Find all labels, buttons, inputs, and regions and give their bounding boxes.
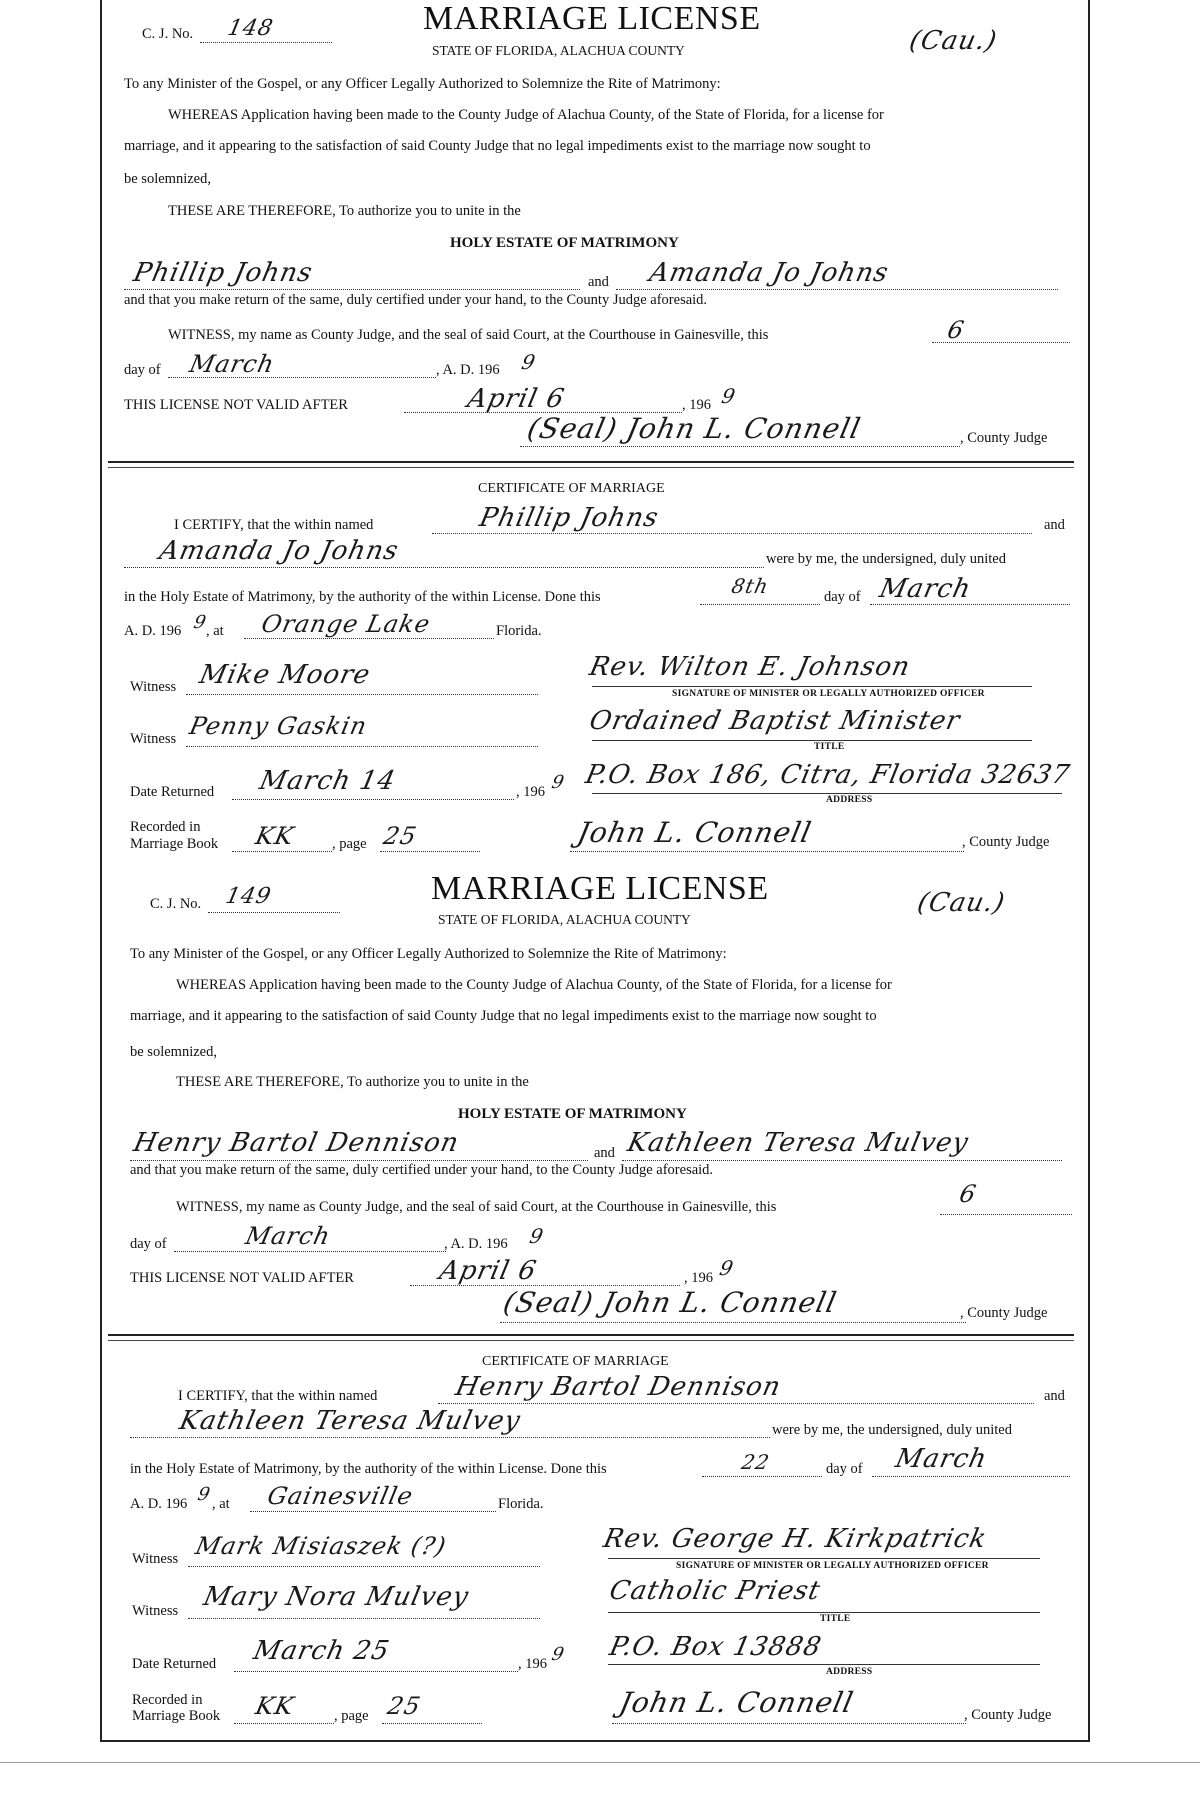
date-returned-label: Date Returned: [130, 784, 215, 800]
officer-address: P.O. Box 186, Citra, Florida 32637: [582, 760, 1073, 790]
holy-estate-heading: HOLY ESTATE OF MATRIMONY: [450, 235, 679, 251]
therefore-line: THESE ARE THEREFORE, To authorize you to unite in the: [176, 1074, 529, 1090]
recorded-label-1: Recorded in: [130, 819, 201, 835]
witness-day: 6: [945, 316, 968, 344]
title-caption: TITLE: [820, 1614, 851, 1624]
witness-line: WITNESS, my name as County Judge, and the seal of said Court, at the Courthouse in Gainesville, this: [176, 1199, 777, 1215]
whereas-line-2: marriage, and it appearing to the satisfaction of said County Judge that no legal impediments exist to the marriage now sought to: [124, 138, 871, 154]
done-month: March: [892, 1444, 991, 1474]
and-label: and: [594, 1145, 615, 1161]
officer-address: P.O. Box 13888: [606, 1632, 825, 1662]
witness-label-2: Witness: [132, 1603, 179, 1619]
license-month: March: [243, 1222, 334, 1250]
done-day: 8th: [729, 574, 772, 598]
cert-ad-label: A. D. 196: [124, 623, 182, 639]
returned-year-label: , 196: [516, 784, 545, 800]
marriage-book: KK: [253, 1692, 297, 1720]
license-year: 9: [519, 350, 539, 374]
holy-line: in the Holy Estate of Matrimony, by the authority of the within License. Done this: [124, 589, 601, 605]
holy-line: in the Holy Estate of Matrimony, by the authority of the within License. Done this: [130, 1461, 607, 1477]
not-valid-date: April 6: [436, 1256, 540, 1286]
and-label: and: [1044, 517, 1065, 533]
witness-2: Penny Gaskin: [187, 712, 370, 740]
certificate-name-1: Henry Bartol Dennison: [452, 1372, 784, 1402]
united-label: were by me, the undersigned, duly united: [772, 1422, 1012, 1438]
certificate-heading: CERTIFICATE OF MARRIAGE: [478, 481, 665, 496]
officer-signature: Rev. George H. Kirkpatrick: [600, 1524, 990, 1554]
returned-year: 9: [549, 1644, 567, 1665]
marriage-place: Orange Lake: [259, 610, 434, 638]
address-line: To any Minister of the Gospel, or any Officer Legally Authorized to Solemnize the Rite of Matrimony:: [130, 946, 727, 962]
officer-title: Ordained Baptist Minister: [586, 706, 964, 736]
certificate-heading: CERTIFICATE OF MARRIAGE: [482, 1354, 669, 1369]
address-line: To any Minister of the Gospel, or any Officer Legally Authorized to Solemnize the Rite of Matrimony:: [124, 76, 721, 92]
address-caption: ADDRESS: [826, 795, 873, 805]
officer-signature: Rev. Wilton E. Johnson: [586, 652, 914, 682]
judge-signature: (Seal) John L. Connell: [524, 412, 864, 445]
license-subtitle: STATE OF FLORIDA, ALACHUA COUNTY: [432, 43, 685, 58]
holy-estate-heading: HOLY ESTATE OF MATRIMONY: [458, 1106, 687, 1122]
and-label: and: [588, 274, 609, 290]
groom-name: Phillip Johns: [130, 258, 316, 288]
license-title: MARRIAGE LICENSE: [431, 870, 769, 907]
therefore-line: THESE ARE THEREFORE, To authorize you to unite in the: [168, 203, 521, 219]
license-year: 9: [527, 1224, 547, 1248]
marriage-place: Gainesville: [265, 1482, 416, 1510]
whereas-line-1: WHEREAS Application having been made to the County Judge of Alachua County, of the State of Florida, for a license for: [168, 107, 884, 123]
license-title: MARRIAGE LICENSE: [423, 0, 761, 37]
date-returned: March 25: [250, 1636, 393, 1666]
title-caption: TITLE: [814, 742, 845, 752]
day-of-label: day of: [130, 1236, 167, 1252]
day-of-label: day of: [824, 589, 861, 605]
witness-2: Mary Nora Mulvey: [200, 1582, 472, 1612]
officer-caption: SIGNATURE OF MINISTER OR LEGALLY AUTHORIZED OFFICER: [672, 689, 985, 699]
not-valid-label: THIS LICENSE NOT VALID AFTER: [124, 397, 348, 413]
address-caption: ADDRESS: [826, 1667, 873, 1677]
officer-caption: SIGNATURE OF MINISTER OR LEGALLY AUTHORIZED OFFICER: [676, 1561, 989, 1571]
judge-signature: (Seal) John L. Connell: [500, 1286, 840, 1319]
cj-no-value: 149: [223, 884, 274, 909]
cert-county-judge-label: , County Judge: [964, 1707, 1052, 1723]
marriage-book: KK: [253, 822, 297, 850]
page-edge: [0, 1762, 1200, 1763]
marriage-page: 25: [381, 822, 420, 850]
certificate-name-2: Kathleen Teresa Mulvey: [176, 1406, 524, 1436]
bottom-border: [100, 1740, 1090, 1742]
ad-label: , A. D. 196: [436, 362, 500, 378]
recorded-label-2: Marriage Book: [130, 836, 219, 852]
return-line: and that you make return of the same, duly certified under your hand, to the County Judge aforesaid.: [124, 292, 708, 308]
day-of-label: day of: [826, 1461, 863, 1477]
cj-no-value: 148: [225, 16, 276, 41]
county-judge-label: , County Judge: [960, 1305, 1048, 1321]
license-month: March: [187, 350, 278, 378]
whereas-line-1: WHEREAS Application having been made to the County Judge of Alachua County, of the State of Florida, for a license for: [176, 977, 892, 993]
recorded-label-1: Recorded in: [132, 1692, 203, 1708]
not-valid-year-label: , 196: [684, 1270, 713, 1286]
page-label: , page: [332, 836, 367, 852]
florida-label: Florida.: [496, 623, 542, 639]
certificate-name-1: Phillip Johns: [476, 503, 662, 533]
day-of-label: day of: [124, 362, 161, 378]
and-label: and: [1044, 1388, 1065, 1404]
county-judge-label: , County Judge: [960, 430, 1048, 446]
witness-label-1: Witness: [130, 679, 177, 695]
license-subtitle: STATE OF FLORIDA, ALACHUA COUNTY: [438, 912, 691, 927]
return-line: and that you make return of the same, duly certified under your hand, to the County Judge aforesaid.: [130, 1162, 714, 1178]
margin-note: (Cau.): [906, 26, 1000, 56]
cert-county-judge-label: , County Judge: [962, 834, 1050, 850]
cj-no-label: C. J. No.: [150, 896, 202, 912]
witness-1: Mike Moore: [196, 660, 374, 690]
cj-no-label: C. J. No.: [142, 26, 194, 42]
groom-name: Henry Bartol Dennison: [130, 1128, 462, 1158]
witness-day: 6: [957, 1180, 980, 1208]
whereas-line-3: be solemnized,: [130, 1044, 217, 1060]
ad-label: , A. D. 196: [444, 1236, 508, 1252]
certify-label: I CERTIFY, that the within named: [174, 517, 374, 533]
cert-ad-year: 9: [195, 1484, 213, 1505]
bride-name: Kathleen Teresa Mulvey: [624, 1128, 972, 1158]
bride-name: Amanda Jo Johns: [646, 258, 892, 288]
right-border: [1088, 0, 1090, 1742]
witness-label-2: Witness: [130, 731, 177, 747]
whereas-line-3: be solemnized,: [124, 171, 211, 187]
page-label: , page: [334, 1708, 369, 1724]
witness-line: WITNESS, my name as County Judge, and the seal of said Court, at the Courthouse in Gainesville, this: [168, 327, 769, 343]
certificate-name-2: Amanda Jo Johns: [156, 536, 402, 566]
not-valid-year-label: , 196: [682, 397, 711, 413]
marriage-page: 25: [385, 1692, 424, 1720]
certify-label: I CERTIFY, that the within named: [178, 1388, 378, 1404]
witness-1: Mark Misiaszek (?): [193, 1532, 449, 1560]
cert-judge-signature: John L. Connell: [574, 816, 815, 849]
florida-label: Florida.: [498, 1496, 544, 1512]
witness-label-1: Witness: [132, 1551, 179, 1567]
recorded-label-2: Marriage Book: [132, 1708, 221, 1724]
returned-year-label: , 196: [518, 1656, 547, 1672]
not-valid-year: 9: [719, 384, 739, 408]
done-month: March: [876, 574, 975, 604]
left-border: [100, 0, 102, 1742]
at-label: , at: [212, 1496, 230, 1512]
cert-ad-year: 9: [191, 612, 209, 633]
date-returned-label: Date Returned: [132, 1656, 217, 1672]
done-day: 22: [739, 1450, 773, 1474]
cert-judge-signature: John L. Connell: [616, 1686, 857, 1719]
date-returned: March 14: [256, 766, 399, 796]
not-valid-year: 9: [717, 1256, 737, 1280]
at-label: , at: [206, 623, 224, 639]
cert-ad-label: A. D. 196: [130, 1496, 188, 1512]
returned-year: 9: [549, 772, 567, 793]
not-valid-label: THIS LICENSE NOT VALID AFTER: [130, 1270, 354, 1286]
united-label: were by me, the undersigned, duly united: [766, 551, 1006, 567]
not-valid-date: April 6: [464, 384, 568, 414]
whereas-line-2: marriage, and it appearing to the satisfaction of said County Judge that no legal impediments exist to the marriage now sought to: [130, 1008, 877, 1024]
margin-note: (Cau.): [914, 888, 1008, 918]
officer-title: Catholic Priest: [606, 1576, 824, 1606]
